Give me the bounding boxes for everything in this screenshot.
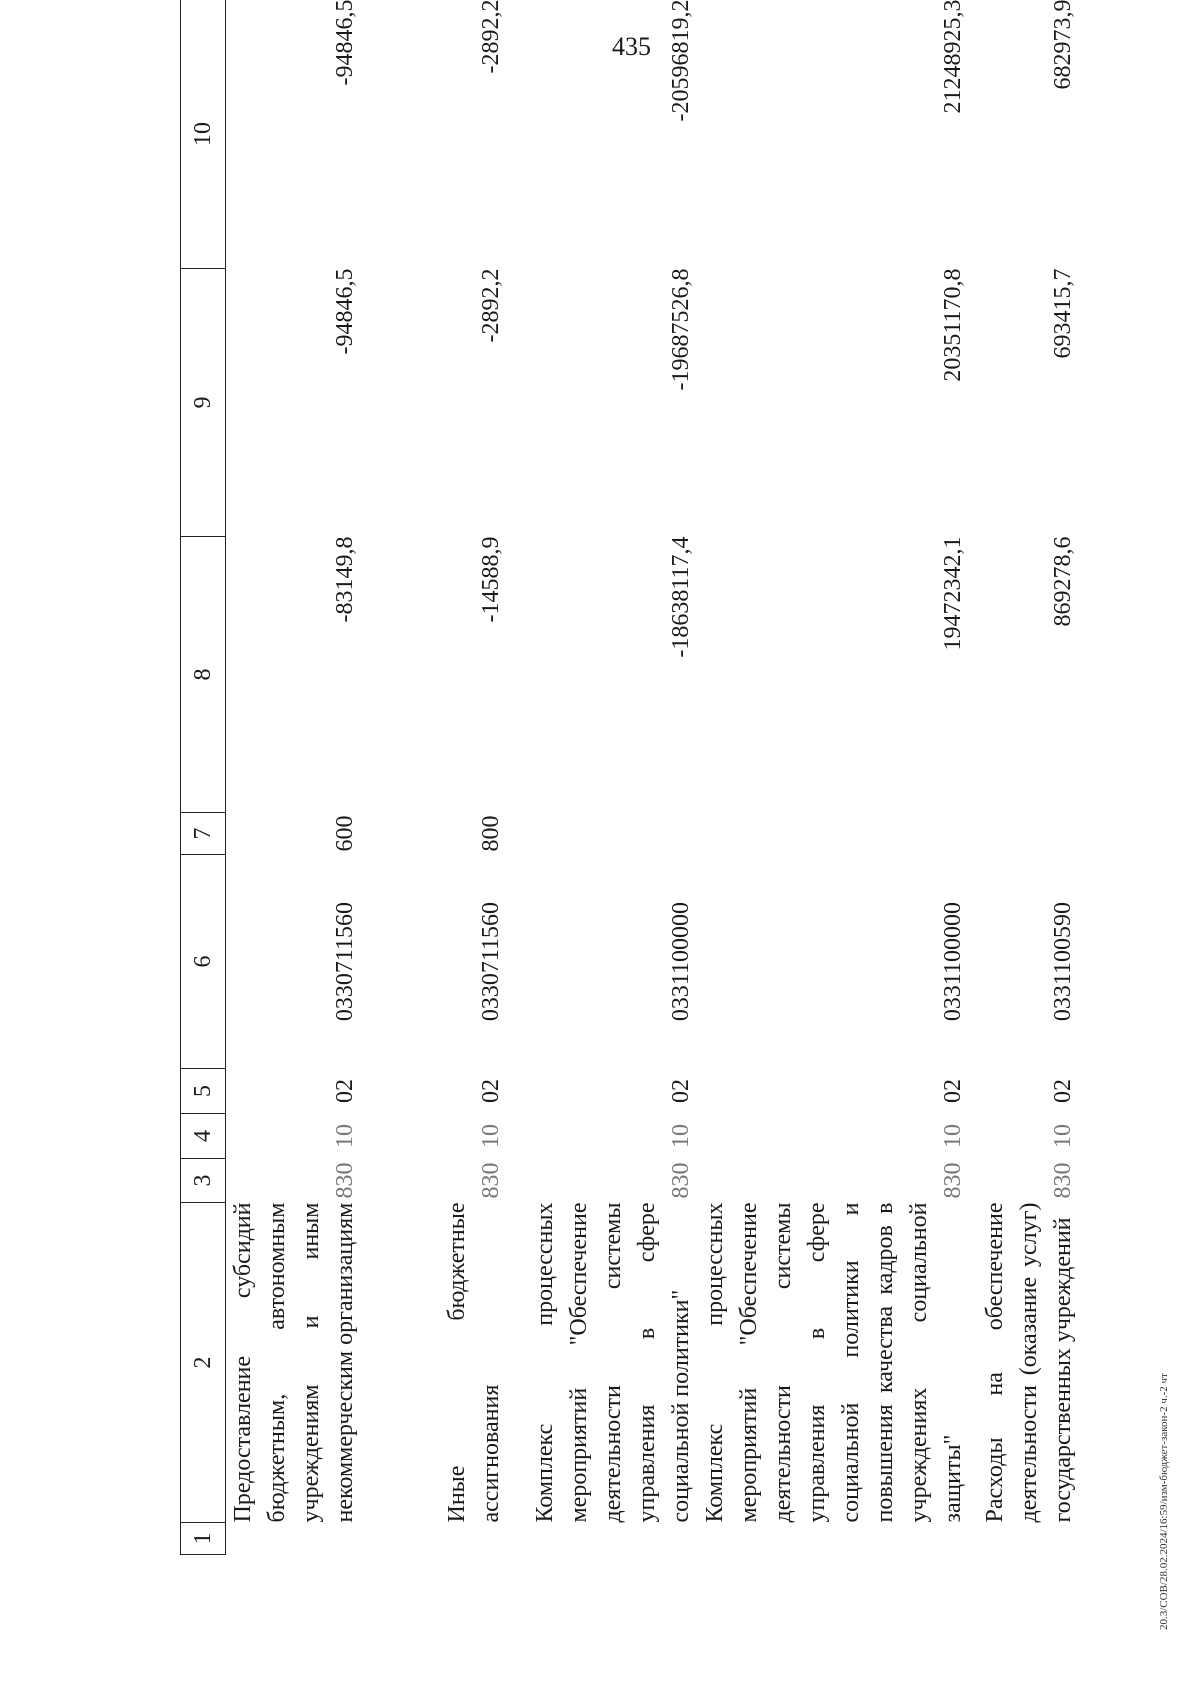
- column-header: 5: [181, 1069, 226, 1114]
- amount-col-8: -83149,8: [332, 536, 358, 623]
- table-row: [970, 0, 1080, 1555]
- table-row: [508, 0, 698, 1555]
- expense-type-code: [508, 813, 698, 855]
- ministry-code: 830: [1050, 1162, 1076, 1199]
- row-description: Комплекс процессных мероприятий "Обеспечение деятельности системы управления в сфере социальной политики и повышения качества кадров в учреждениях социальной защиты": [702, 1202, 966, 1523]
- footer-document-note: 20.3/СОВ/28.02.2024/16:59/изм-бюджет-закон-2 ч.-2 чт: [1158, 1373, 1170, 1630]
- amount-col-8: 869278,6: [1050, 536, 1076, 627]
- amount-col-9: -2892,2: [478, 268, 504, 343]
- amount-col-10: -94846,5: [332, 0, 358, 86]
- amount-col-9: -19687526,8: [668, 268, 694, 391]
- subsection-code: 02: [668, 1079, 694, 1103]
- column-header: 4: [181, 1114, 226, 1159]
- amount-col-9: 693415,7: [1050, 268, 1076, 359]
- target-article-code: 0331100000: [940, 901, 966, 1022]
- column-header: 1: [181, 1523, 226, 1555]
- row-description: Предоставление субсидий бюджетным, автономным учреждениям и иным некоммерческим организациям: [230, 1202, 358, 1523]
- amount-col-8: -14588,9: [478, 536, 504, 623]
- expense-type-code: [698, 813, 970, 855]
- header-row: [181, 0, 226, 1555]
- target-article-code: 0330711560: [332, 901, 358, 1022]
- target-article-code: 0331100590: [1050, 901, 1076, 1022]
- target-article-code: 0331100000: [668, 901, 694, 1022]
- column-header: 10: [181, 0, 226, 269]
- row-number: [362, 1523, 508, 1555]
- section-code: 10: [668, 1124, 694, 1148]
- row-number: [226, 1523, 363, 1555]
- column-header: 3: [181, 1159, 226, 1203]
- section-code: 10: [1050, 1124, 1076, 1148]
- table-row: [698, 0, 970, 1555]
- row-description: Иные бюджетные ассигнования: [444, 1202, 504, 1523]
- expense-type-code: 600: [332, 815, 358, 852]
- column-header: 6: [181, 855, 226, 1069]
- row-description: Комплекс процессных мероприятий "Обеспечение деятельности системы управления в сфере социальной политики": [532, 1202, 694, 1523]
- row-number: [698, 1523, 970, 1555]
- row-number: [508, 1523, 698, 1555]
- column-header: 7: [181, 813, 226, 855]
- subsection-code: 02: [1050, 1079, 1076, 1103]
- section-code: 10: [332, 1124, 358, 1148]
- table-row: [362, 0, 508, 1555]
- subsection-code: 02: [332, 1079, 358, 1103]
- ministry-code: 830: [332, 1162, 358, 1199]
- amount-col-9: 20351170,8: [940, 268, 966, 382]
- ministry-code: 830: [668, 1162, 694, 1199]
- ministry-code: 830: [940, 1162, 966, 1199]
- amount-col-10: -2892,2: [478, 0, 504, 74]
- budget-table: [180, 0, 1080, 1555]
- amount-col-10: 21248925,3: [940, 0, 966, 114]
- page-number: 435: [612, 32, 651, 61]
- rotated-table-container: [180, 0, 1076, 1555]
- amount-col-8: 19472342,1: [940, 536, 966, 651]
- expense-type-code: [970, 813, 1080, 855]
- ministry-code: 830: [478, 1162, 504, 1199]
- amount-col-9: -94846,5: [332, 268, 358, 355]
- amount-col-10: -20596819,2: [668, 0, 694, 122]
- column-header: 2: [181, 1203, 226, 1523]
- section-code: 10: [940, 1124, 966, 1148]
- expense-type-code: 800: [478, 815, 504, 852]
- table-row: [226, 0, 363, 1555]
- subsection-code: 02: [478, 1079, 504, 1103]
- target-article-code: 0330711560: [478, 901, 504, 1022]
- row-description: Расходы на обеспечение деятельности (оказание услуг) государственных учреждений: [982, 1202, 1076, 1523]
- row-number: [970, 1523, 1080, 1555]
- column-header: 8: [181, 537, 226, 813]
- subsection-code: 02: [940, 1079, 966, 1103]
- section-code: 10: [478, 1124, 504, 1148]
- column-header: 9: [181, 269, 226, 537]
- amount-col-10: 682973,9: [1050, 0, 1076, 90]
- amount-col-8: -18638117,4: [668, 536, 694, 658]
